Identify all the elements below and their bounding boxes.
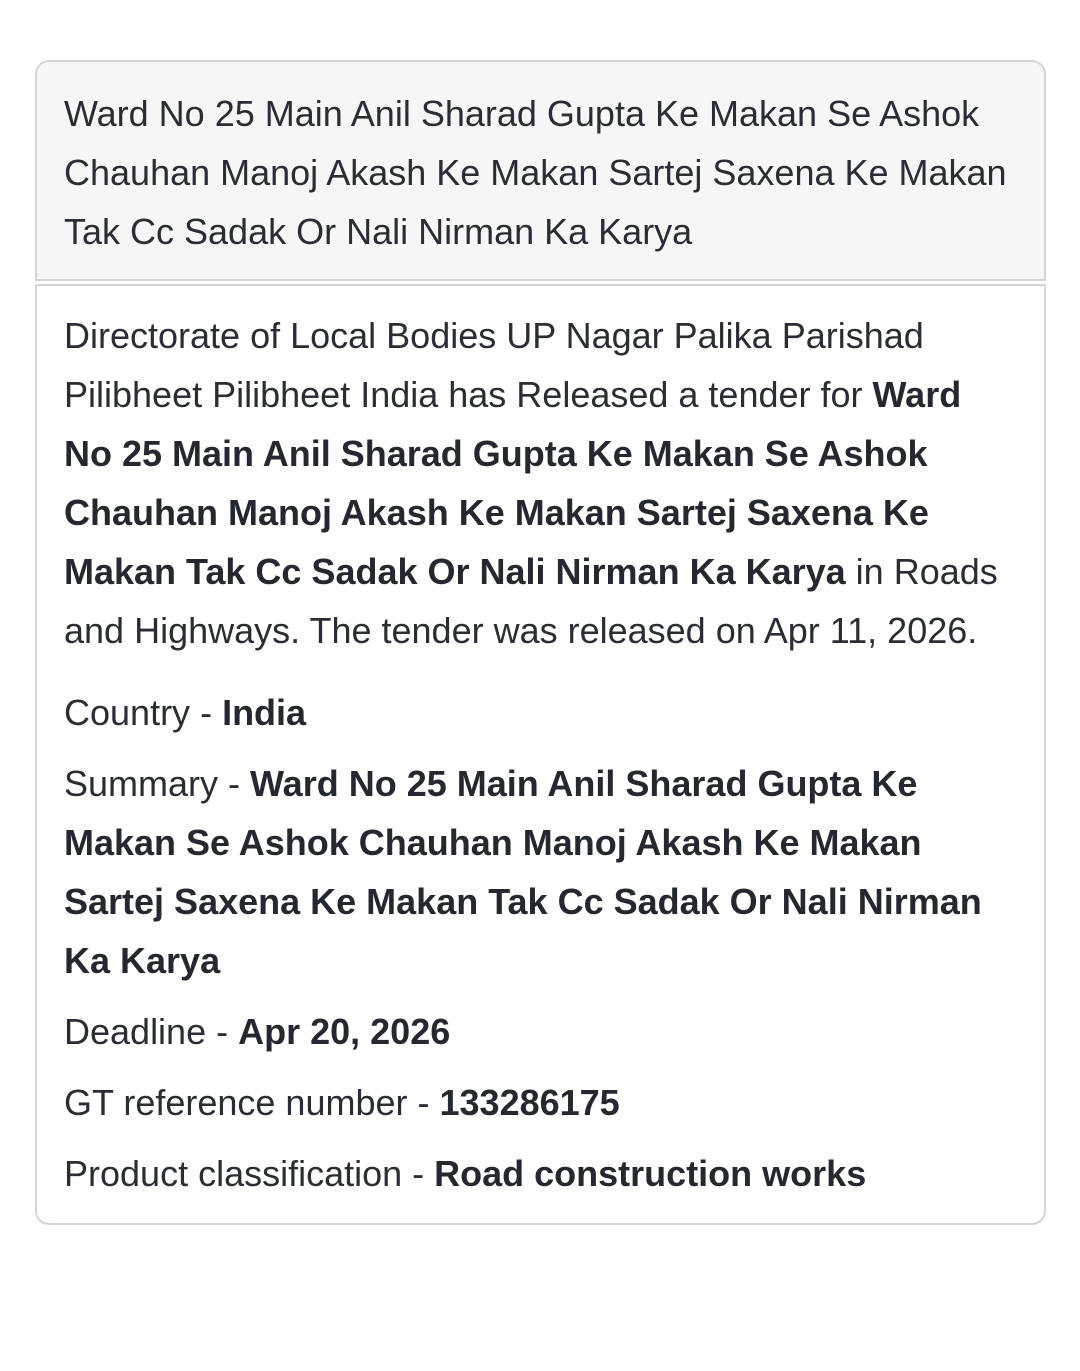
field-value: 133286175: [439, 1082, 620, 1123]
field-value: Road construction works: [434, 1153, 867, 1194]
field-value: Apr 20, 2026: [238, 1011, 451, 1052]
field-separator: -: [402, 1153, 435, 1194]
field-summary: [64, 754, 1017, 990]
field-gt-reference-number: [64, 1073, 1017, 1132]
field-value: Ward No 25 Main Anil Sharad Gupta Ke Makan Se Ashok Chauhan Manoj Akash Ke Makan Sartej Saxena Ke Makan Tak Cc Sadak Or Nali Nirman Ka Karya: [64, 763, 982, 981]
field-separator: -: [218, 763, 251, 804]
field-label: Product classification: [64, 1153, 403, 1194]
field-product-classification: [64, 1144, 1017, 1203]
field-label: Country: [64, 692, 191, 733]
tender-details-card: [35, 284, 1046, 1225]
tender-title-card: [35, 60, 1046, 281]
intro-prefix-text: Directorate of Local Bodies UP Nagar Palika Parishad Pilibheet Pilibheet India has Released a tender for: [64, 315, 924, 415]
field-separator: -: [206, 1011, 239, 1052]
tender-title: Ward No 25 Main Anil Sharad Gupta Ke Makan Se Ashok Chauhan Manoj Akash Ke Makan Sartej Saxena Ke Makan Tak Cc Sadak Or Nali Nirman Ka Karya: [64, 93, 1007, 252]
intro-tender-name: Ward No 25 Main Anil Sharad Gupta Ke Makan Se Ashok Chauhan Manoj Akash Ke Makan Sartej Saxena Ke Makan Tak Cc Sadak Or Nali Nirman Ka Karya: [64, 374, 962, 592]
field-label: Deadline: [64, 1011, 207, 1052]
field-separator: -: [190, 692, 223, 733]
field-label: Summary: [64, 763, 219, 804]
intro-suffix-text: in Roads and Highways. The tender was released on Apr 11, 2026.: [64, 551, 998, 651]
field-deadline: [64, 1002, 1017, 1061]
field-country: [64, 683, 1017, 742]
field-separator: -: [407, 1082, 440, 1123]
field-label: GT reference number: [64, 1082, 408, 1123]
field-value: India: [222, 692, 307, 733]
tender-intro-paragraph: [64, 306, 1017, 660]
